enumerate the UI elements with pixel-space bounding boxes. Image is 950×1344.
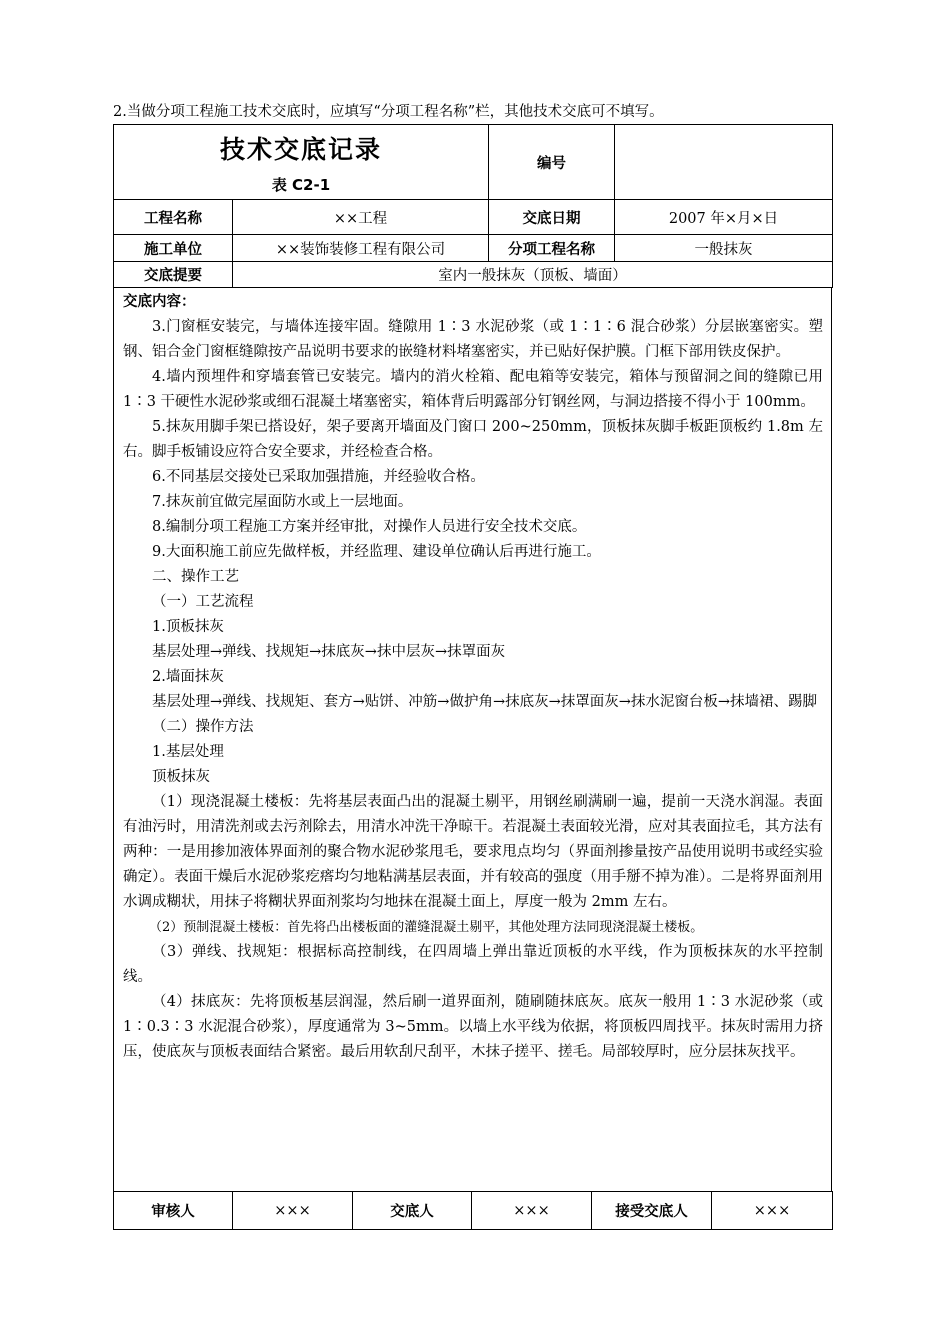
discloser-value: ××× xyxy=(472,1192,592,1230)
content-paragraph: （4）抹底灰：先将顶板基层润湿，然后刷一道界面剂，随刷随抹底灰。底灰一般用 1∶3 水泥砂浆（或 1∶0.3∶3 水泥混合砂浆），厚度通常为 3~5mm。以墙上水平线为依据，将顶板四周找平。抹灰时需用力挤压，使底灰与顶板表面结合紧密。最后用软刮尺刮平，木抹子搓平、搓毛。局部较厚时，应分层抹灰找平。 xyxy=(123,994,823,1060)
content-paragraph: （3）弹线、找规矩：根据标高控制线，在四周墙上弹出靠近顶板的水平线，作为顶板抹灰的水平控制线。 xyxy=(123,944,823,985)
content-paragraph: 顶板抹灰 xyxy=(152,769,210,785)
content-paragraph: 4.墙内预埋件和穿墙套管已安装完。墙内的消火栓箱、配电箱等安装完，箱体与预留洞之间的缝隙已用 1∶3 干硬性水泥砂浆或细石混凝土堵塞密实，箱体背后明露部分钉钢丝网，与洞边搭接不得小于 100mm。 xyxy=(123,369,823,410)
reviewer-label: 审核人 xyxy=(114,1192,233,1230)
process-flow: 基层处理→弹线、找规矩、套方→贴饼、冲筋→做护角→抹底灰→抹罩面灰→抹水泥窗台板→抹墙裙、踢脚 xyxy=(152,694,818,710)
receiver-value: ××× xyxy=(712,1192,833,1230)
content-paragraph: （2）预制混凝土楼板：首先将凸出楼板面的灌缝混凝土剔平，其他处理方法同现浇混凝土楼板。 xyxy=(149,920,704,935)
signature-table xyxy=(113,1191,833,1230)
content-paragraph: 7.抹灰前宜做完屋面防水或上一层地面。 xyxy=(152,494,413,510)
subproject-name-label: 分项工程名称 xyxy=(489,235,615,262)
process-flow: 基层处理→弹线、找规矩→抹底灰→抹中层灰→抹罩面灰 xyxy=(152,644,506,660)
summary-label: 交底提要 xyxy=(114,262,233,288)
number-label: 编号 xyxy=(489,125,615,200)
form-note: 2.当做分项工程施工技术交底时，应填写“分项工程名称”栏，其他技术交底可不填写。 xyxy=(113,104,664,120)
project-name-value: ××工程 xyxy=(233,200,489,235)
section-heading: （二）操作方法 xyxy=(152,719,254,735)
construction-unit-value: ××装饰装修工程有限公司 xyxy=(233,235,489,262)
receiver-label: 接受交底人 xyxy=(592,1192,712,1230)
title-cell xyxy=(114,125,489,200)
disclosure-content xyxy=(113,287,832,1192)
construction-unit-label: 施工单位 xyxy=(114,235,233,262)
document-title: 技术交底记录 xyxy=(220,134,383,164)
section-heading: （一）工艺流程 xyxy=(152,594,254,610)
header-table xyxy=(113,124,833,288)
content-paragraph: 1.基层处理 xyxy=(152,744,224,760)
content-paragraph: 1.顶板抹灰 xyxy=(152,619,224,635)
section-heading: 二、操作工艺 xyxy=(152,569,239,585)
content-paragraph: 6.不同基层交接处已采取加强措施，并经验收合格。 xyxy=(152,469,485,485)
summary-value: 室内一般抹灰（顶板、墙面） xyxy=(233,262,833,288)
disclosure-date-label: 交底日期 xyxy=(489,200,615,235)
content-paragraph: 3.门窗框安装完，与墙体连接牢固。缝隙用 1∶3 水泥砂浆（或 1∶1∶6 混合砂浆）分层嵌塞密实。塑钢、铝合金门窗框缝隙按产品说明书要求的嵌缝材料堵塞密实，并已贴好保护膜。门框下部用铁皮保护。 xyxy=(123,319,823,360)
project-name-label: 工程名称 xyxy=(114,200,233,235)
content-paragraph: 5.抹灰用脚手架已搭设好，架子要离开墙面及门窗口 200~250mm，顶板抹灰脚手板距顶板约 1.8m 左右。脚手板铺设应符合安全要求，并经检查合格。 xyxy=(123,419,823,460)
content-paragraph: 9.大面积施工前应先做样板，并经监理、建设单位确认后再进行施工。 xyxy=(152,544,601,560)
discloser-label: 交底人 xyxy=(353,1192,472,1230)
content-paragraph: 2.墙面抹灰 xyxy=(152,669,224,685)
content-heading: 交底内容： xyxy=(123,294,196,310)
form-number: 表 C2-1 xyxy=(271,175,331,194)
content-paragraph: （1）现浇混凝土楼板：先将基层表面凸出的混凝土剔平，用钢丝刷满刷一遍，提前一天浇水润湿。表面有油污时，用清洗剂或去污剂除去，用清水冲洗干净晾干。若混凝土表面较光滑，应对其表面拉毛，其方法有两种：一是用掺加液体界面剂的聚合物水泥砂浆甩毛，要求甩点均匀（界面剂掺量按产品使用说明书或经实验确定）。表面干燥后水泥砂浆疙瘩均匀地粘满基层表面，并有较高的强度（用手掰不掉为准）。二是将界面剂用水调成糊状，用抹子将糊状界面剂浆均匀地抹在混凝土面上，厚度一般为 2mm 左右。 xyxy=(123,794,823,910)
number-value xyxy=(615,125,833,200)
disclosure-date-value: 2007 年×月×日 xyxy=(615,200,833,235)
content-paragraph: 8.编制分项工程施工方案并经审批，对操作人员进行安全技术交底。 xyxy=(152,519,587,535)
subproject-name-value: 一般抹灰 xyxy=(615,235,833,262)
reviewer-value: ××× xyxy=(233,1192,353,1230)
